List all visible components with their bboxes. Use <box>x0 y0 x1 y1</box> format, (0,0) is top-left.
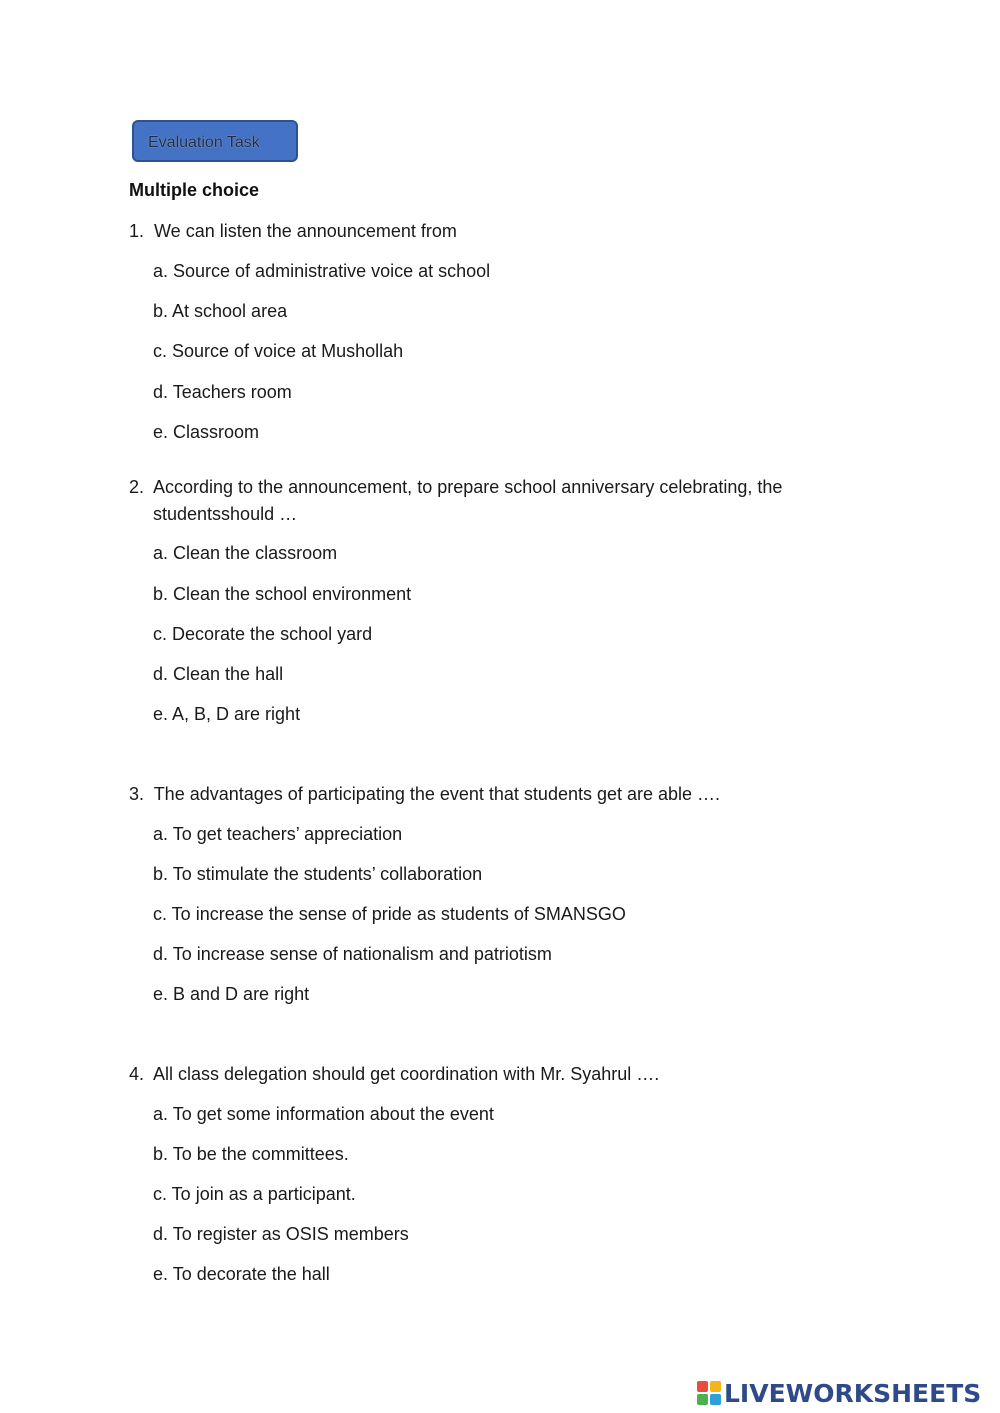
option-2c[interactable]: c. Decorate the school yard <box>153 624 373 644</box>
logo-square <box>697 1394 708 1405</box>
question-3 <box>129 781 829 808</box>
question-2 <box>129 474 829 528</box>
option-1d[interactable]: d. Teachers room <box>153 382 292 402</box>
option-3e[interactable]: e. B and D are right <box>153 984 310 1004</box>
logo-text: LIVEWORKSHEETS <box>724 1378 982 1408</box>
option-2b[interactable]: b. Clean the school environment <box>153 584 412 604</box>
question-number: 4. <box>129 1064 145 1084</box>
question-text: All class delegation should get coordination with Mr. Syahrul …. <box>153 1064 660 1084</box>
option-4b[interactable]: b. To be the committees. <box>153 1144 349 1164</box>
option-3c[interactable]: c. To increase the sense of pride as students of SMANSGO <box>153 904 626 924</box>
option-2d[interactable]: d. Clean the hall <box>153 664 284 684</box>
option-1c[interactable]: c. Source of voice at Mushollah <box>153 341 404 361</box>
question-4 <box>129 1061 829 1088</box>
question-number: 2. <box>129 477 145 497</box>
logo-square <box>710 1394 721 1405</box>
question-1 <box>129 218 829 245</box>
question-text: According to the announcement, to prepare school anniversary celebrating, the <box>153 477 783 497</box>
option-3b[interactable]: b. To stimulate the students’ collaboration <box>153 864 483 884</box>
option-2e[interactable]: e. A, B, D are right <box>153 704 301 724</box>
option-1e[interactable]: e. Classroom <box>153 422 260 442</box>
option-1b[interactable]: b. At school area <box>153 301 288 321</box>
question-text-continued: studentsshould … <box>153 504 298 524</box>
option-4a[interactable]: a. To get some information about the event <box>153 1104 494 1124</box>
option-1a[interactable]: a. Source of administrative voice at school <box>153 261 491 281</box>
question-text: The advantages of participating the event that students get are able …. <box>153 784 721 804</box>
liveworksheets-logo <box>697 1376 981 1410</box>
logo-square <box>710 1381 721 1392</box>
option-3d[interactable]: d. To increase sense of nationalism and patriotism <box>153 944 552 964</box>
option-2a[interactable]: a. Clean the classroom <box>153 543 338 563</box>
question-number: 1. <box>129 221 145 241</box>
option-4e[interactable]: e. To decorate the hall <box>153 1264 330 1284</box>
question-text: We can listen the announcement from <box>154 221 457 241</box>
liveworksheets-logo-icon <box>697 1381 721 1405</box>
evaluation-task-badge: Evaluation Task <box>132 120 298 162</box>
logo-square <box>697 1381 708 1392</box>
section-heading: Multiple choice <box>129 180 260 200</box>
option-4c[interactable]: c. To join as a participant. <box>153 1184 356 1204</box>
option-4d[interactable]: d. To register as OSIS members <box>153 1224 409 1244</box>
option-3a[interactable]: a. To get teachers’ appreciation <box>153 824 403 844</box>
question-number: 3. <box>129 784 145 804</box>
